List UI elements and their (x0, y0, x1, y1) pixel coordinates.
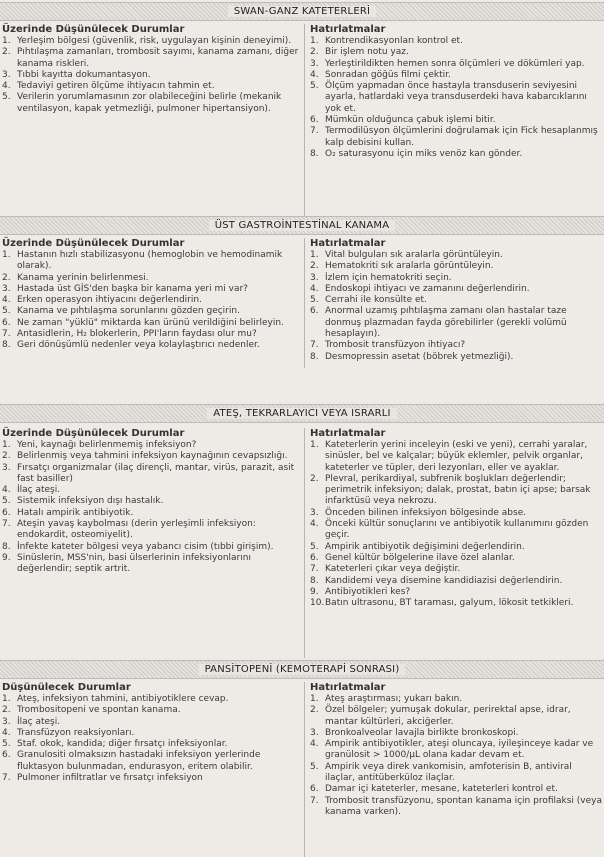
list-item: 2. Belirlenmiş veya tahmini infeksiyon kaynağının cevapsızlığı. (2, 451, 288, 462)
list-item: 1. Kontrendikasyonları kontrol et. (310, 36, 463, 46)
list-item: 5. Sistemik infeksiyon dışı hastalık. (2, 496, 164, 507)
list-item: 10. Batın ultrasonu, BT taraması, galyum, lökosit tetkikleri. (310, 598, 574, 609)
reminders-heading: Hatırlatmalar (310, 682, 386, 693)
considerations-heading: Üzerinde Düşünülecek Durumlar (2, 428, 185, 439)
list-item: 1. Vital bulguları sık aralarla görüntüleyin. (310, 250, 503, 260)
list-item: 7. Trombosit transfüzyonu, spontan kanama için profilaksi (veya kanama varken). (310, 795, 602, 817)
list-item: 6. Genel kültür bölgelerine ilave özel alanlar. (310, 552, 515, 563)
list-item: 3. Fırsatçı organizmalar (ilaç dirençli, mantar, virüs, parazit, asit fast basiller) (2, 462, 295, 484)
list-item: 1. Ateş, infeksiyon tahmini, antibiyotiklere cevap. (2, 694, 229, 704)
section-title-bar (0, 2, 604, 21)
reminders-column (310, 428, 602, 609)
section-title-bar (0, 660, 604, 679)
list-item: 4. Endoskopi ihtiyacı ve zamanını değerlendirin. (310, 283, 530, 294)
list-item: 9. Antibiyotikleri kes? (310, 586, 411, 597)
list-item: 2. Trombositopeni ve spontan kanama. (2, 705, 181, 716)
list-item: 8. Geri dönüşümlü nedenler veya kolaylaştırıcı nedenler. (2, 340, 260, 351)
list-item: 2. Pıhtılaşma zamanları, trombosit sayımı, kanama zamanı, diğer kanama riskleri. (2, 47, 299, 69)
considerations-heading: Üzerinde Düşünülecek Durumlar (2, 24, 185, 35)
considerations-column (2, 24, 300, 115)
list-item: 4. Transfüzyon reaksiyonları. (2, 727, 135, 738)
list-item: 2. Plevral, perikardiyal, subfrenik boşlukları değerlendir; perimetrik infeksiyon; dalak, prostat, batın içi apse; barsak infarktüsü veya nekrozu. (310, 473, 591, 507)
column-divider (304, 24, 305, 234)
list-item: 2. Özel bölgeler; yumuşak dokular, perirektal apse, idrar, mantar kültürleri, akciğerler. (310, 705, 571, 727)
list-item: 9. Sinüslerin, MSS'nin, basi ülserlerinin infeksiyonlarını değerlendir; septik artrit. (2, 552, 251, 575)
list-item: 2. Bir işlem notu yaz. (310, 47, 409, 58)
list-item: 3. Hastada üst GİS'den başka bir kanama yeri mi var? (2, 283, 248, 294)
section-title: PANSİTOPENİ (KEMOTERAPİ SONRASI) (199, 664, 406, 675)
list-item: 7. Antasidlerin, H₂ blokerlerin, PPI'ların faydası olur mu? (2, 329, 257, 340)
list-item: 1. Ateş araştırması; yukarı bakın. (310, 694, 463, 704)
reminders-column (310, 238, 602, 363)
list-item: 2. Kanama yerinin belirlenmesi. (2, 272, 149, 283)
section-title: SWAN-GANZ KATETERLERİ (228, 6, 376, 17)
section-swan-ganz (0, 0, 604, 234)
list-item: 8. O₂ saturasyonu için miks venöz kan gönder. (310, 148, 523, 159)
list-item: 3. Bronkoalveolar lavajla birlikte bronkoskopi. (310, 727, 519, 738)
section-upper-gi-bleeding (0, 216, 604, 368)
list-item: 5. Ampirik veya direk vankomisin, amfoterisin B, antiviral ilaçlar, antitüberküloz ilaçlar. (310, 761, 572, 784)
list-item: 5. Cerrahi ile konsülte et. (310, 295, 427, 306)
considerations-column (2, 238, 300, 352)
section-title: ATEŞ, TEKRARLAYICI VEYA ISRARLI (207, 408, 396, 419)
list-item: 1. Yeni, kaynağı belirlenmemiş infeksiyon? (2, 440, 197, 450)
reminders-column (310, 682, 602, 818)
list-item: 7. Trombosit transfüzyon ihtiyacı? (310, 340, 466, 351)
list-item: 7. Termodilüsyon ölçümlerini doğrulamak için Fick hesaplanmış kalp debisini kullan. (310, 126, 598, 148)
list-item: 4. Sonradan göğüs filmi çektir. (310, 69, 451, 80)
section-title-bar (0, 404, 604, 423)
list-item: 3. Yerleştirildikten hemen sonra ölçümleri ve dökümleri yap. (310, 58, 585, 69)
list-item: 5. Ölçüm yapmadan önce hastayla transduserin seviyesini ayarla, hatlardaki veya transduserdeki hava kabarcıklarını yok et. (310, 81, 587, 114)
list-item: 3. İlaç ateşi. (2, 716, 61, 727)
list-item: 4. Önceki kültür sonuçlarını ve antibiyotik kullanımını gözden geçir. (310, 519, 589, 541)
considerations-heading: Düşünülecek Durumlar (2, 682, 131, 693)
reminders-heading: Hatırlatmalar (310, 24, 386, 35)
list-item: 7. Ateşin yavaş kaybolması (derin yerleşimli infeksiyon: endokardit, osteomiyelit). (2, 519, 256, 541)
reminders-heading: Hatırlatmalar (310, 238, 386, 249)
list-item: 6. Hatalı ampirik antibiyotik. (2, 507, 134, 518)
list-item: 7. Kateterleri çıkar veya değiştir. (310, 564, 461, 575)
list-item: 1. Hastanın hızlı stabilizasyonu (hemoglobin ve hemodinamik olarak). (2, 250, 283, 272)
list-item: 1. Yerleşim bölgesi (güvenlik, risk, uygulayan kişinin deneyimi). (2, 36, 292, 46)
considerations-column (2, 428, 300, 576)
list-item: 8. İnfekte kateter bölgesi veya yabancı cisim (tıbbi girişim). (2, 541, 274, 552)
reminders-column (310, 24, 602, 160)
column-divider (304, 238, 305, 368)
list-item: 5. Kanama ve pıhtılaşma sorunlarını gözden geçirin. (2, 306, 240, 317)
list-item: 3. Tıbbi kayıtta dokumantasyon. (2, 69, 151, 80)
list-item: 6. Ne zaman "yüklü" miktarda kan ürünü verildiğini belirleyin. (2, 317, 284, 328)
list-item: 6. Anormal uzamış pıhtılaşma zamanı olan hastalar taze donmuş plazmadan fayda görebilirler (gerekli volümü hesaplayın). (310, 306, 567, 340)
list-item: 5. Ampirik antibiyotik değişimini değerlendirin. (310, 541, 525, 552)
column-divider (304, 428, 305, 658)
list-item: 6. Mümkün olduğunca çabuk işlemi bitir. (310, 115, 496, 126)
list-item: 7. Pulmoner infiltratlar ve fırsatçı infeksiyon (2, 773, 203, 784)
list-item: 4. Ampirik antibiyotikler, ateşi oluncaya, iyileşinceye kadar ve granülosit > 1000/µL olana kadar devam et. (310, 739, 594, 761)
considerations-column (2, 682, 300, 784)
list-item: 8. Kandidemi veya disemine kandidiazisi değerlendirin. (310, 575, 563, 586)
list-item: 1. Kateterlerin yerini inceleyin (eski ve yeni), cerrahi yaralar, sinüsler, bel ve kalçalar; büyük eklemler, pelvik organlar, kateterler ve tüpler, deri lezyonları, eller ve ayaklar. (310, 440, 588, 473)
list-item: 8. Desmopressin asetat (böbrek yetmezliği). (310, 351, 514, 362)
list-item: 4. Erken operasyon ihtiyacını değerlendirin. (2, 295, 202, 306)
list-item: 5. Staf. okok, kandida; diğer fırsatçı infeksiyonlar. (2, 739, 228, 750)
list-item: 4. Tedaviyi getiren ölçüme ihtiyacın tahmin et. (2, 81, 215, 92)
column-divider (304, 682, 305, 857)
section-fever (0, 404, 604, 658)
list-item: 6. Granulositi olmaksızın hastadaki infeksiyon yerlerinde fluktasyon bulunmadan, endurasyon, eritem olabilir. (2, 750, 261, 772)
section-title-bar (0, 216, 604, 235)
list-item: 3. Önceden bilinen infeksiyon bölgesinde abse. (310, 507, 527, 518)
considerations-heading: Üzerinde Düşünülecek Durumlar (2, 238, 185, 249)
list-item: 5. Verilerin yorumlamasının zor olabileceğini belirle (mekanik ventilasyon, kapak yetmezliği, pulmoner hipertansiyon). (2, 92, 282, 114)
reminders-heading: Hatırlatmalar (310, 428, 386, 439)
section-title: ÜST GASTROİNTESTİNAL KANAMA (209, 220, 396, 231)
section-pancytopenia (0, 660, 604, 857)
list-item: 4. İlaç ateşi. (2, 485, 61, 496)
list-item: 3. İzlem için hematokriti seçin. (310, 272, 452, 283)
list-item: 6. Damar içi kateterler, mesane, kateterleri kontrol et. (310, 784, 558, 795)
list-item: 2. Hematokriti sık aralarla görüntüleyin. (310, 261, 494, 272)
